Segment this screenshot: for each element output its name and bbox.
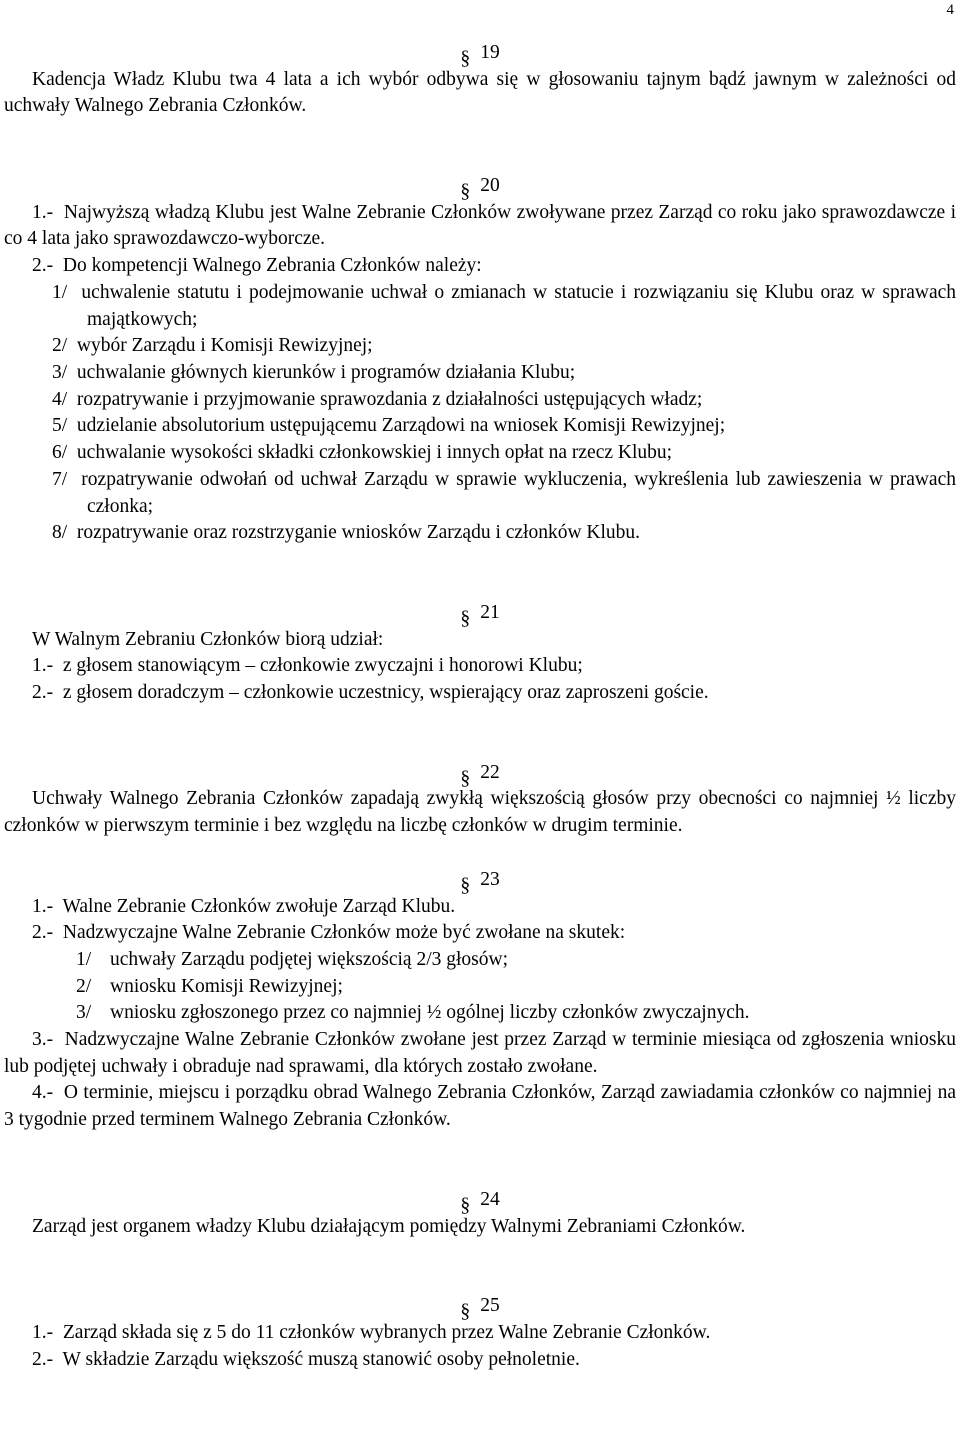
paragraph-number: 1.-	[32, 1321, 54, 1343]
section-number: 21	[480, 601, 500, 623]
paragraph-2	[4, 253, 956, 280]
section-sign: §	[460, 606, 471, 629]
item-text: uchwalenie statutu i podejmowanie uchwał o zmianach w statucie i rozwiązaniu się Klubu oraz w sprawach majątkowych;	[81, 281, 956, 330]
section-number: 20	[480, 175, 500, 197]
paragraph-1	[4, 894, 956, 921]
list-item	[4, 360, 956, 387]
paragraph-number: 2.-	[32, 255, 54, 277]
paragraph-text: Do kompetencji Walnego Zebrania Członków należy:	[62, 255, 482, 277]
paragraph-text: z głosem stanowiącym – członkowie zwyczajni i honorowi Klubu;	[62, 655, 583, 677]
section-number: 24	[480, 1188, 500, 1210]
list-item	[4, 520, 956, 547]
paragraph-text: O terminie, miejscu i porządku obrad Walnego Zebrania Członków, Zarząd zawiadamia członków co najmniej na 3 tygodnie przed terminem Walnego Zebrania Członków.	[4, 1082, 957, 1131]
item-text: uchwalanie głównych kierunków i programów działania Klubu;	[76, 362, 576, 383]
list-item	[4, 467, 956, 520]
paragraph-text: Walne Zebranie Członków zwołuje Zarząd Klubu.	[62, 895, 456, 917]
paragraph-1	[4, 200, 956, 253]
statute-page	[4, 40, 956, 1373]
item-number: 2/	[76, 975, 92, 997]
section-19	[4, 40, 956, 120]
section-25-heading	[4, 1293, 956, 1323]
list-item	[4, 974, 956, 1001]
paragraph-number: 1.-	[32, 201, 54, 223]
section-number: 19	[480, 42, 500, 63]
section-21	[4, 600, 956, 707]
item-text: uchwały Zarządu podjętej większością 2/3 głosów;	[110, 948, 509, 970]
item-text: rozpatrywanie oraz rozstrzyganie wniosków Zarządu i członków Klubu.	[76, 522, 641, 544]
item-number: 5/	[52, 415, 68, 437]
section-sign: §	[460, 1193, 471, 1216]
paragraph-number: 1.-	[32, 655, 54, 677]
section-25	[4, 1293, 956, 1373]
item-text: uchwalanie wysokości składki członkowskiej i innych opłat na rzecz Klubu;	[76, 442, 673, 464]
section-sign: §	[460, 873, 471, 896]
item-number: 4/	[52, 388, 68, 410]
section-sign: §	[460, 47, 471, 69]
item-number: 3/	[52, 362, 68, 383]
paragraph-text: Nadzwyczajne Walne Zebranie Członków może być zwołane na skutek:	[62, 922, 626, 944]
section-22	[4, 760, 956, 840]
paragraph-2	[4, 680, 956, 707]
item-number: 1/	[76, 948, 92, 970]
paragraph-4	[4, 1080, 956, 1133]
section-number: 25	[480, 1295, 500, 1317]
section-22-text: Uchwały Walnego Zebrania Członków zapadają zwykłą większością głosów przy obecności co najmniej ½ liczby członków w pierwszym terminie i bez względu na liczbę członków w drugim terminie.	[4, 788, 956, 837]
list-item	[4, 413, 956, 440]
paragraph-number: 3.-	[32, 1029, 54, 1051]
list-item	[4, 440, 956, 467]
list-item	[4, 333, 956, 360]
section-23-heading	[4, 867, 956, 894]
item-number: 2/	[52, 335, 68, 357]
paragraph-text: Najwyższą władzą Klubu jest Walne Zebranie Członków zwoływane przez Zarząd co roku jako sprawozdawcze i co 4 lata jako sprawozdawczo-wyborcze.	[4, 201, 957, 250]
section-sign: §	[460, 1300, 471, 1323]
paragraph-1	[4, 653, 956, 680]
list-item	[4, 1000, 956, 1027]
section-sign: §	[460, 180, 471, 203]
section-24	[4, 1187, 956, 1240]
paragraph-number: 2.-	[32, 682, 54, 704]
page-number: 4	[946, 2, 954, 18]
paragraph-text: Nadzwyczajne Walne Zebranie Członków zwołane jest przez Zarząd w terminie miesiąca od zgłoszenia wniosku lub podjętej uchwały i obraduje nad sprawami, dla których zostało zwołane.	[4, 1029, 956, 1077]
section-sign: §	[460, 766, 471, 789]
list-item	[4, 947, 956, 974]
section-20-heading	[4, 173, 956, 203]
section-21-heading	[4, 600, 956, 627]
paragraph-number: 4.-	[32, 1082, 54, 1104]
paragraph-number: 2.-	[32, 922, 54, 944]
section-23	[4, 867, 956, 1134]
paragraph-number: 1.-	[32, 895, 54, 917]
section-20	[4, 173, 956, 547]
section-21-intro: W Walnym Zebraniu Członków biorą udział:	[32, 628, 384, 650]
section-22-heading	[4, 760, 956, 787]
section-19-text: Kadencja Władz Klubu twa 4 lata a ich wybór odbywa się w głosowaniu tajnym bądź jawnym w zależności od uchwały Walnego Zebrania Członków.	[4, 68, 956, 117]
list-item	[4, 387, 956, 414]
item-text: rozpatrywanie i przyjmowanie sprawozdania z działalności ustępujących władz;	[76, 388, 703, 410]
paragraph-text: Zarząd składa się z 5 do 11 członków wybranych przez Walne Zebranie Członków.	[62, 1321, 711, 1343]
paragraph-2	[4, 1347, 956, 1374]
item-text: wniosku zgłoszonego przez co najmniej ½ ogólnej liczby członków zwyczajnych.	[110, 1002, 750, 1024]
paragraph-number: 2.-	[32, 1348, 54, 1370]
item-text: wniosku Komisji Rewizyjnej;	[110, 975, 343, 997]
item-number: 1/	[52, 281, 68, 303]
item-number: 8/	[52, 522, 68, 544]
paragraph-2	[4, 920, 956, 947]
item-number: 3/	[76, 1002, 92, 1024]
paragraph-1	[4, 1320, 956, 1347]
item-number: 7/	[52, 468, 68, 490]
section-24-heading	[4, 1187, 956, 1214]
section-19-heading	[4, 40, 956, 67]
item-text: wybór Zarządu i Komisji Rewizyjnej;	[76, 335, 373, 357]
item-text: rozpatrywanie odwołań od uchwał Zarządu w sprawie wykluczenia, wykreślenia lub zawieszenia w prawach członka;	[81, 468, 956, 517]
list-item	[4, 280, 956, 333]
paragraph-3	[4, 1027, 956, 1080]
paragraph-text: W składzie Zarządu większość muszą stanowić osoby pełnoletnie.	[62, 1348, 580, 1370]
paragraph-text: z głosem doradczym – członkowie uczestnicy, wspierający oraz zaproszeni goście.	[62, 682, 709, 704]
item-text: udzielanie absolutorium ustępującemu Zarządowi na wniosek Komisji Rewizyjnej;	[76, 415, 726, 437]
section-24-text: Zarząd jest organem władzy Klubu działającym pomiędzy Walnymi Zebraniami Członków.	[32, 1215, 746, 1237]
section-number: 22	[480, 761, 500, 783]
item-number: 6/	[52, 442, 68, 464]
section-number: 23	[480, 868, 500, 890]
